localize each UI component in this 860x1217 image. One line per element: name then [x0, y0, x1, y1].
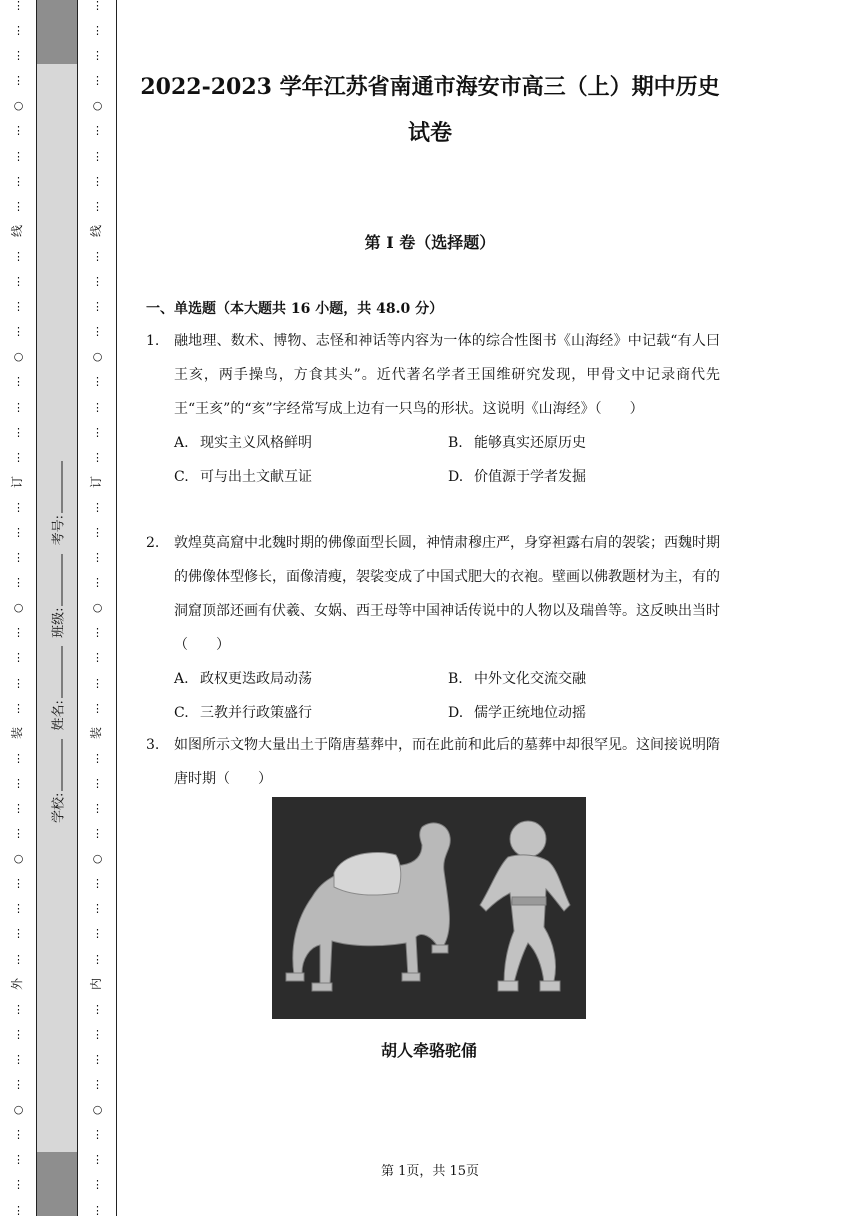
dot-leader: ⋮	[13, 425, 23, 439]
dot-leader: ⋮	[92, 275, 102, 289]
dot-leader: ⋮	[13, 1203, 23, 1217]
binding-circle-icon: ○	[92, 852, 102, 866]
dot-leader: ⋮	[92, 300, 102, 314]
dot-leader: ⋮	[13, 149, 23, 163]
dot-leader: ⋮	[92, 49, 102, 63]
dot-leader: ⋮	[92, 149, 102, 163]
dot-leader: ⋮	[13, 450, 23, 464]
dot-leader: ⋮	[13, 1178, 23, 1192]
binding-circle-icon: ○	[92, 350, 102, 364]
dot-leader: ⋮	[13, 525, 23, 539]
option-text: 现实主义风格鲜明	[200, 435, 312, 451]
dot-leader: ⋮	[13, 49, 23, 63]
dot-leader: ⋮	[92, 927, 102, 941]
exam-title-line2: 试卷	[407, 120, 452, 146]
question-number: 2.	[146, 535, 160, 551]
dot-leader: ⋮	[92, 1078, 102, 1092]
dot-leader: ⋮	[92, 450, 102, 464]
dot-leader: ⋮	[92, 1052, 102, 1066]
dot-leader: ⋮	[92, 701, 102, 715]
dot-leader: ⋮	[92, 676, 102, 690]
student-info-strip	[37, 0, 78, 1216]
dot-leader: ⋮	[13, 74, 23, 88]
dot-leader: ⋮	[92, 802, 102, 815]
dot-leader: ⋮	[13, 676, 23, 690]
dot-leader: ⋮	[13, 275, 23, 289]
class-label: 班级:	[51, 607, 67, 638]
binding-circle-icon: ○	[92, 99, 102, 113]
class-blank[interactable]	[52, 554, 63, 606]
dot-leader: ⋮	[92, 1002, 102, 1016]
exam-title-line1: 2022-2023 学年江苏省南通市海安市高三（上）期中历史	[140, 74, 720, 100]
dot-leader: ⋮	[13, 300, 23, 314]
dot-leader: ⋮	[13, 1052, 23, 1066]
question-stem: 敦煌莫高窟中北魏时期的佛像面型长圆，神情肃穆庄严，身穿袒露右肩的袈裟；西魏时期的佛像体型修长，面像清瘦，袈裟变成了中国式肥大的衣袍。壁画以佛教题材为主，有的洞窟顶部还画有伏羲、女娲、西王母等中国神话传说中的人物以及瑞兽等。这反映出当时（ ）	[174, 535, 720, 653]
binding-circle-icon: ○	[13, 601, 23, 615]
binding-mark: 线	[89, 225, 104, 237]
dot-leader: ⋮	[13, 927, 23, 941]
option-label: C.	[174, 469, 189, 485]
binding-mark: 外	[10, 978, 25, 990]
dot-leader: ⋮	[13, 124, 23, 138]
option-c[interactable]	[174, 696, 434, 730]
part-heading: 第 I 卷（选择题）	[364, 233, 496, 252]
binding-circle-icon: ○	[92, 1103, 102, 1117]
binding-mark: 订	[89, 476, 104, 488]
school-label: 学校:	[51, 792, 67, 823]
binding-mark: 装	[89, 727, 104, 739]
dot-leader: ⋮	[13, 0, 23, 12]
dot-leader: ⋮	[13, 199, 23, 213]
dot-leader: ⋮	[92, 1178, 102, 1192]
option-b[interactable]	[448, 662, 708, 696]
dot-leader: ⋮	[92, 74, 102, 88]
binding-circle-icon: ○	[92, 601, 102, 615]
dot-leader: ⋮	[13, 952, 23, 966]
outer-dot-column	[0, 0, 36, 1216]
dot-leader: ⋮	[13, 576, 23, 590]
dot-leader: ⋮	[13, 827, 23, 841]
binding-mark: 线	[10, 225, 25, 237]
dot-leader: ⋮	[13, 24, 23, 38]
dot-leader: ⋮	[92, 325, 102, 339]
outer-binding-margin	[0, 0, 37, 1216]
option-list	[174, 426, 720, 494]
dot-leader: ⋮	[13, 802, 23, 815]
dot-leader: ⋮	[13, 400, 23, 414]
dot-leader: ⋮	[92, 0, 102, 12]
dot-leader: ⋮	[92, 1203, 102, 1217]
dot-leader: ⋮	[92, 751, 102, 765]
question-number: 3.	[146, 737, 160, 753]
dot-leader: ⋮	[13, 375, 23, 389]
dot-leader: ⋮	[13, 1153, 23, 1167]
camel-and-figure-illustration	[272, 797, 586, 1019]
dot-leader: ⋮	[92, 500, 102, 514]
binding-circle-icon: ○	[13, 350, 23, 364]
binding-mark: 订	[10, 476, 25, 488]
dot-leader: ⋮	[13, 1128, 23, 1142]
option-label: A.	[174, 435, 189, 451]
dot-leader: ⋮	[13, 651, 23, 665]
dot-leader: ⋮	[13, 902, 23, 916]
dot-leader: ⋮	[13, 877, 23, 891]
inner-dot-column	[78, 0, 116, 1216]
option-text: 价值源于学者发掘	[474, 469, 586, 485]
option-text: 可与出土文献互证	[200, 469, 312, 485]
dot-leader: ⋮	[92, 626, 102, 640]
school-blank[interactable]	[52, 739, 63, 791]
dot-leader: ⋮	[13, 776, 23, 790]
option-text: 三教并行政策盛行	[200, 705, 312, 721]
option-text: 能够真实还原历史	[474, 435, 586, 451]
dot-leader: ⋮	[92, 902, 102, 916]
page-footer: 第 1页，共 15页	[380, 1164, 480, 1179]
dot-leader: ⋮	[92, 551, 102, 565]
binding-mark: 内	[89, 978, 104, 990]
section-heading: 一、单选题（本大题共 16 小题，共 48.0 分）	[146, 301, 444, 317]
dot-leader: ⋮	[13, 701, 23, 715]
question-stem: 如图所示文物大量出土于隋唐墓葬中，而在此前和此后的墓葬中却很罕见。这间接说明隋唐时期（ ）	[174, 737, 720, 787]
dot-leader: ⋮	[13, 249, 23, 263]
option-b[interactable]	[448, 426, 708, 460]
dot-leader: ⋮	[92, 249, 102, 263]
dot-leader: ⋮	[92, 124, 102, 138]
option-label: A.	[174, 671, 189, 687]
option-c[interactable]	[174, 460, 434, 494]
dot-leader: ⋮	[92, 375, 102, 389]
question-stem: 融地理、数术、博物、志怪和神话等内容为一体的综合性图书《山海经》中记载“有人曰王亥，两手操鸟，方食其头”。近代著名学者王国维研究发现，甲骨文中记录商代先王“王亥”的“亥”字经常写成上边有一只鸟的形状。这说明《山海经》（ ）	[174, 333, 720, 417]
option-label: B.	[448, 671, 463, 687]
option-label: D.	[448, 705, 464, 721]
dot-leader: ⋮	[13, 551, 23, 565]
binding-circle-icon: ○	[13, 99, 23, 113]
dot-leader: ⋮	[92, 651, 102, 665]
option-list	[174, 662, 720, 730]
question-2	[146, 526, 720, 730]
question-1	[146, 324, 720, 494]
dot-leader: ⋮	[92, 400, 102, 414]
name-blank[interactable]	[52, 646, 63, 698]
dot-leader: ⋮	[92, 952, 102, 966]
dot-leader: ⋮	[92, 1153, 102, 1167]
strip-top-band	[37, 0, 77, 64]
dot-leader: ⋮	[92, 24, 102, 38]
name-label: 姓名:	[51, 700, 67, 731]
option-d[interactable]	[448, 460, 708, 494]
option-d[interactable]	[448, 696, 708, 730]
binding-circle-icon: ○	[13, 1103, 23, 1117]
dot-leader: ⋮	[92, 877, 102, 891]
student-info-fields	[48, 457, 67, 823]
question-3	[146, 728, 720, 796]
dot-leader: ⋮	[92, 425, 102, 439]
exam-number-label: 考号:	[51, 515, 67, 546]
dot-leader: ⋮	[13, 626, 23, 640]
dot-leader: ⋮	[13, 1002, 23, 1016]
dot-leader: ⋮	[13, 751, 23, 765]
dot-leader: ⋮	[13, 500, 23, 514]
dot-leader: ⋮	[92, 199, 102, 213]
dot-leader: ⋮	[13, 1078, 23, 1092]
dot-leader: ⋮	[92, 776, 102, 790]
option-a[interactable]	[174, 426, 434, 460]
dot-leader: ⋮	[92, 174, 102, 188]
dot-leader: ⋮	[92, 525, 102, 539]
exam-number-blank[interactable]	[52, 461, 63, 513]
inner-binding-margin	[78, 0, 117, 1216]
dot-leader: ⋮	[92, 827, 102, 841]
option-label: C.	[174, 705, 189, 721]
camel-figurine-photo	[272, 797, 586, 1019]
option-label: B.	[448, 435, 463, 451]
option-text: 政权更迭政局动荡	[200, 671, 312, 687]
question-number: 1.	[146, 333, 160, 349]
figure-caption: 胡人牵骆驼俑	[380, 1041, 477, 1060]
dot-leader: ⋮	[92, 576, 102, 590]
option-a[interactable]	[174, 662, 434, 696]
dot-leader: ⋮	[92, 1027, 102, 1041]
dot-leader: ⋮	[13, 325, 23, 339]
strip-bottom-band	[37, 1152, 77, 1216]
option-text: 儒学正统地位动摇	[474, 705, 586, 721]
option-label: D.	[448, 469, 464, 485]
dot-leader: ⋮	[92, 1128, 102, 1142]
binding-mark: 装	[10, 727, 25, 739]
exam-title	[130, 64, 730, 156]
dot-leader: ⋮	[13, 174, 23, 188]
dot-leader: ⋮	[13, 1027, 23, 1041]
option-text: 中外文化交流交融	[474, 671, 586, 687]
binding-circle-icon: ○	[13, 852, 23, 866]
